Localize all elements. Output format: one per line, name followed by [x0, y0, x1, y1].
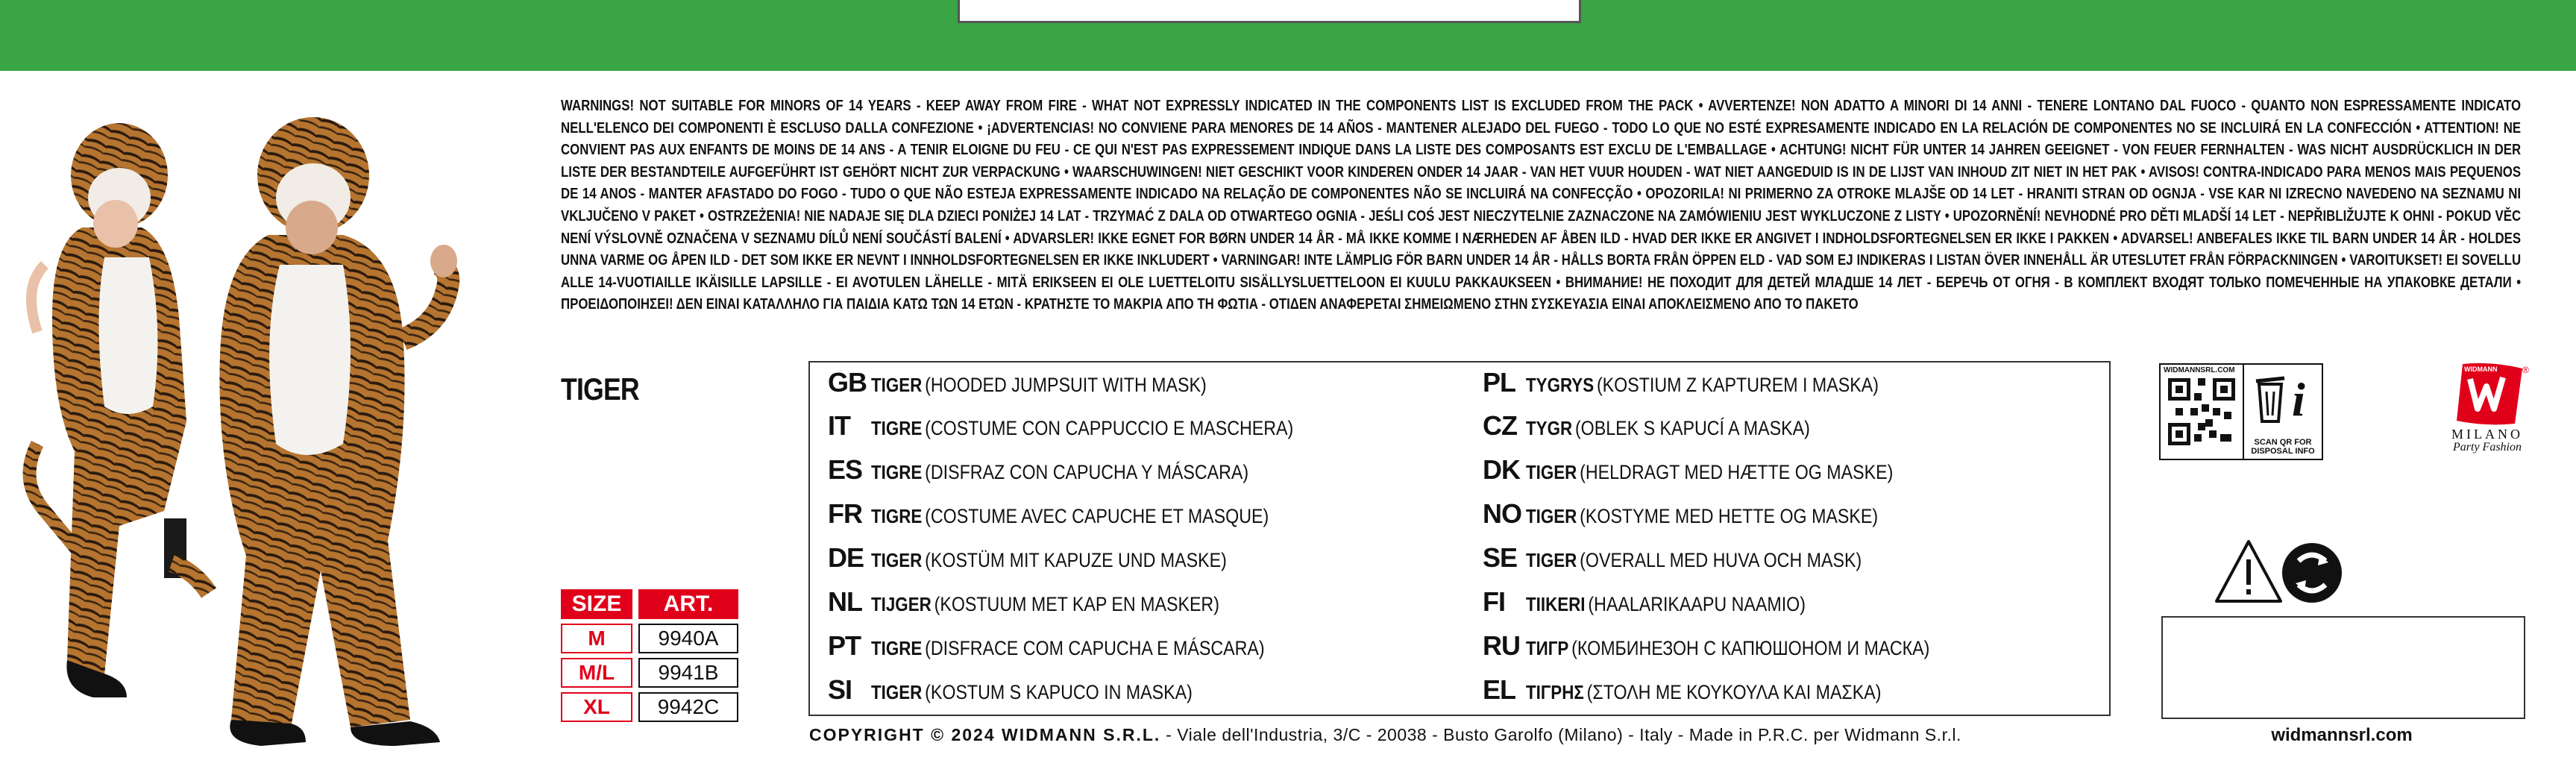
- qr-disposal-block: [2159, 363, 2320, 459]
- lang-name: TIGRE: [871, 637, 923, 659]
- widmann-logo: [2431, 361, 2543, 458]
- copyright-address: - Viale dell'Industria, 3/C - 20038 - Busto Garolfo (Milano) - Italy - Made in P.R.C. per Widmann S.r.l.: [1160, 725, 1961, 744]
- lang-desc: (COSTUME AVEC CAPUCHE ET MASQUE): [925, 505, 1269, 527]
- lang-desc: (КОМБИНЕЗОН С КАПЮШОНОМ И МАСКА): [1571, 637, 1930, 659]
- lang-name: TYGR: [1526, 417, 1573, 439]
- size-cell: M/L: [561, 658, 632, 688]
- qr-code-icon: [2168, 378, 2235, 445]
- lang-row-dk: [1483, 454, 1953, 498]
- warning-triangle-icon: [2217, 542, 2281, 601]
- lang-code: GB: [828, 367, 867, 398]
- lang-desc: (HOODED JUMPSUIT WITH MASK): [925, 374, 1207, 396]
- lang-desc: (HAALARIKAAPU NAAMIO): [1588, 593, 1806, 615]
- lang-row-ru: [1483, 630, 1995, 674]
- size-cell: M: [561, 624, 632, 653]
- lang-row-es: [828, 454, 1310, 498]
- lang-row-de: [828, 542, 1284, 586]
- lang-row-cz: [1483, 410, 1856, 454]
- lang-code: NL: [828, 586, 862, 617]
- lang-code: PT: [828, 630, 861, 661]
- lang-name: TYGRYS: [1526, 374, 1595, 396]
- barcode-blank-box: [2161, 616, 2525, 719]
- disposal-bin-icon: [2252, 369, 2314, 429]
- lang-desc: (KOSTUM S KAPUCO IN MASKA): [925, 681, 1193, 703]
- lang-code: IT: [828, 410, 850, 441]
- lang-row-it: [828, 410, 1362, 454]
- lang-desc: (DISFRACE COM CAPUCHA E MÁSCARA): [925, 637, 1265, 659]
- website-url: widmannsrl.com: [2271, 725, 2413, 745]
- lang-row-no: [1483, 498, 1935, 542]
- lang-desc: (DISFRAZ CON CAPUCHA Y MÁSCARA): [925, 461, 1249, 483]
- lang-row-fr: [828, 498, 1333, 542]
- disposal-label: SCAN QR FOR DISPOSAL INFO: [2251, 438, 2315, 456]
- lang-desc: (KOSTUUM MET KAP EN MASKER): [934, 593, 1219, 615]
- svg-text:i: i: [2292, 373, 2305, 426]
- safety-icons: [2215, 539, 2342, 607]
- lang-code: ES: [828, 454, 863, 485]
- art-cell: 9941B: [638, 658, 738, 688]
- art-cell: 9940A: [638, 624, 738, 653]
- lang-row-el: [1483, 674, 1939, 718]
- lang-code: FR: [828, 498, 862, 529]
- size-table: [561, 589, 738, 722]
- logo-city: MILANO: [2451, 427, 2523, 442]
- language-box: [808, 361, 2111, 716]
- lang-code: NO: [1483, 498, 1521, 529]
- lang-name: TIGER: [871, 681, 923, 703]
- tiger-costume-man: [219, 117, 457, 746]
- lang-desc: (OVERALL MED HUVA OCH MASK): [1580, 549, 1862, 571]
- logo-brand: WIDMANN: [2464, 365, 2498, 373]
- lang-code: EL: [1483, 674, 1516, 705]
- lang-row-fi: [1483, 586, 1851, 630]
- lang-code: CZ: [1483, 410, 1517, 441]
- lang-row-nl: [828, 586, 1276, 630]
- lang-name: TIJGER: [871, 593, 932, 615]
- lang-row-gb: [828, 367, 1261, 410]
- qr-label: WIDMANNSRL.COM: [2164, 366, 2235, 374]
- product-photo: [22, 93, 515, 750]
- art-cell: 9942C: [638, 692, 738, 722]
- lang-name: TIGER: [871, 374, 923, 396]
- lang-row-se: [1483, 542, 1917, 586]
- lang-row-si: [828, 674, 1245, 718]
- logo-registered: ®: [2522, 365, 2529, 375]
- product-name: TIGER: [561, 371, 639, 407]
- lang-row-pl: [1483, 367, 1936, 410]
- lang-desc: (HELDRAGT MED HÆTTE OG MASKE): [1580, 461, 1894, 483]
- lang-name: ΤΙΓΡΗΣ: [1526, 681, 1584, 703]
- lang-row-pt: [828, 630, 1328, 674]
- size-header: SIZE: [561, 589, 632, 619]
- qr-box: [2159, 363, 2244, 460]
- size-cell: XL: [561, 692, 632, 722]
- lang-name: TIGER: [1526, 461, 1577, 483]
- lang-desc: (KOSTYME MED HETTE OG MASKE): [1580, 505, 1879, 527]
- art-header: ART.: [638, 589, 738, 619]
- lang-name: TIIKERI: [1526, 593, 1586, 615]
- lang-desc: (ΣΤΟΛΗ ΜΕ ΚΟΥΚΟΥΛΑ ΚΑΙ ΜΑΣΚΑ): [1586, 681, 1882, 703]
- lang-code: DE: [828, 542, 864, 573]
- top-label-tab: [958, 0, 1581, 23]
- tiger-costume-woman: [30, 123, 209, 697]
- lang-desc: (KOSTÜM MIT KAPUZE UND MASKE): [925, 549, 1227, 571]
- lang-name: TIGRE: [871, 417, 923, 439]
- lang-code: PL: [1483, 367, 1516, 398]
- disposal-box: [2243, 363, 2323, 460]
- lang-desc: (OBLEK S KAPUCÍ A MASKA): [1574, 417, 1810, 439]
- lang-name: TIGER: [871, 549, 923, 571]
- lang-name: TIGRE: [871, 461, 923, 483]
- lang-name: ТИГР: [1526, 637, 1569, 659]
- lang-code: DK: [1483, 454, 1520, 485]
- lang-name: TIGER: [1526, 505, 1577, 527]
- copyright-bold: COPYRIGHT © 2024 WIDMANN S.R.L.: [809, 725, 1161, 744]
- lang-desc: (COSTUME CON CAPPUCCIO E MASCHERA): [925, 417, 1294, 439]
- lang-name: TIGRE: [871, 505, 923, 527]
- lang-code: FI: [1483, 586, 1505, 617]
- warnings-text: WARNINGS! NOT SUITABLE FOR MINORS OF 14 YEARS - KEEP AWAY FROM FIRE - WHAT NOT EXPRESSLY INDICATED IN THE COMPONENTS LIST IS EXCLUDED FROM THE PACK • AVVERTENZE! NON ADATTO A MINORI DI 14 ANNI - TENERE LONTANO DAL FUOCO - QUANTO NON ESPRESSAMENTE INDICATO NELL'ELENCO DEI COMPONENTI È ESCLUSO DALLA CONFEZIONE • ¡ADVERTENCIAS! NO CONVIENE PARA MENORES DE 14 AÑOS - MANTENER ALEJADO DEL FUEGO - TODO LO QUE NO ESTÉ EXPRESAMENTE INDICADO EN LA RELACIÓN DE COMPONENTES NO SE INCLUIRÁ EN LA CONFECCIÓN • ATTENTION! NE CONVIENT PAS AUX ENFANTS DE MOINS DE 14 ANS - A TENIR ELOIGNE DU FEU - CE QUI N'EST PAS EXPRESSEMENT INDIQUE DANS LA LISTE DES COMPOSANTS EST EXCLU DE L'EMBALLAGE • ACHTUNG! NICHT FÜR UNTER 14 JAHREN GEEIGNET - VON FEUER FERNHALTEN - WAS NICHT AUSDRÜCKLICH IN DER LISTE DER BESTANDTEILE AUFGEFÜHRT IST GEHÖRT NICHT ZUR VERPACKUNG • WAARSCHUWINGEN! NIET GESCHIKT VOOR KINDEREN ONDER 14 JAAR - VAN HET VUUR HOUDEN - WAT NIET AANGEDUID IS IN DE LIJST VAN INHOUD ZIT NIET IN HET PAK • AVISOS! CONTRA-INDICADO PARA MENOS MAIS PEQUENOS DE 14 ANOS - MANTER AFASTADO DO FOGO - TUDO O QUE NÃO ESTEJA EXPRESSAMENTE INDICADO NA RELAÇÃO DE COMPONENTES NÃO SE INCLUIRÁ NA CONFECÇÃO • OPOZORILA! NI PRIMERNO ZA OTROKE MLAJŠE OD 14 LET - HRANITI STRAN OD OGNJA - VSE KAR NI IZRECNO NAVEDENO NA SEZNAMU NI VKLJUČENO V PAKET • OSTRZEŻENIA! NIE NADAJE SIĘ DLA DZIECI PONIŻEJ 14 LAT - TRZYMAĆ Z DALA OD OTWARTEGO OGNIA - JEŚLI COŚ JEST NIECZYTELNIE ZAZNACZONE NA ZAMÓWIENIU JEST WYKLUCZONE Z LISTY • UPOZORNĚNÍ! NEVHODNÉ PRO DĚTI MLADŠÍ 14 LET - NEPŘIBLIŽUJTE K OHNI - POKUD VĚC NENÍ VÝSLOVNĚ OZNAČENA V SEZNAMU DÍLŮ NENÍ SOUČÁSTÍ BALENÍ • ADVARSLER! IKKE EGNET FOR BØRN UNDER 14 ÅR - MÅ IKKE KOMME I NÆRHEDEN AF ÅBEN ILD - HVAD DER IKKE ER ANGIVET I INDHOLDSFORTEGNELSEN ER IKKE I PAKKEN • ADVARSEL! ANBEFALES IKKE TIL BARN UNDER 14 ÅR - HOLDES UNNA VARME OG ÅPEN ILD - DET SOM IKKE ER NEVNT I INNHOLDSFORTEGNELSEN ER IKKE INKLUDERT • VARNINGAR! INTE LÄMPLIG FÖR BARN UNDER 14 ÅR - HÅLLS BORTA FRÅN ÖPPEN ELD - VAD SOM EJ INDIKERAS I LISTAN ÖVER INNEHÅLL ÄR UTESLUTET FRÅN FÖRPACKNINGEN • VAROITUKSET! EI SOVELLU ALLE 14-VUOTIAILLE IKÄISILLE LAPSILLE - EI AVOTULEN LÄHELLE - MITÄ ERIKSEEN EI OLE LUETTELOITU SISÄLLYSLUETTELOON EI KUULU PAKKAUKSEEN • ВНИМАНИЕ! НЕ ПОХОДИТ ДЛЯ ДЕТЕЙ МЛАДШЕ 14 ЛЕТ - БЕРЕЧЬ ОТ ОГНЯ - В КОМПЛЕКТ ВХОДЯТ ТОЛЬКО ПОМЕЧЕННЫЕ НА УПАКОВКЕ ДЕТАЛИ • ΠΡΟΕΙΔΟΠΟΙΗΣΕΙ! ΔΕΝ ΕΙΝΑΙ ΚΑΤΑΛΛΗΛΟ ΓΙΑ ΠΑΙΔΙΑ ΚΑΤΩ ΤΩΝ 14 ΕΤΩΝ - ΚΡΑΤΗΣΤΕ ΤΟ ΜΑΚΡΙΑ ΑΠΟ ΤΗ ΦΩΤΙΑ - ΟΤΙΔΕΝ ΑΝΑΦΕΡΕΤΑΙ ΣΗΜΕΙΩΜΕΝΟ ΣΤΗΝ ΣΥΣΚΕΥΑΣΙΑ ΕΙΝΑΙ ΑΠΟΚΛΕΙΣΜΕΝΟ ΑΠΟ ΤΟ ΠΑΚΕΤΟ: [561, 97, 2522, 313]
- green-dot-recycling-icon: [2282, 543, 2342, 603]
- lang-code: SE: [1483, 542, 1518, 573]
- lang-code: SI: [828, 674, 852, 705]
- widmann-logo-mark: [2448, 361, 2530, 427]
- lang-desc: (KOSTIUM Z KAPTUREM I MASKA): [1596, 374, 1879, 396]
- lang-name: TIGER: [1526, 549, 1577, 571]
- copyright-line: [809, 725, 1961, 745]
- lang-code: RU: [1483, 630, 1520, 661]
- logo-tagline: Party Fashion: [2453, 441, 2522, 454]
